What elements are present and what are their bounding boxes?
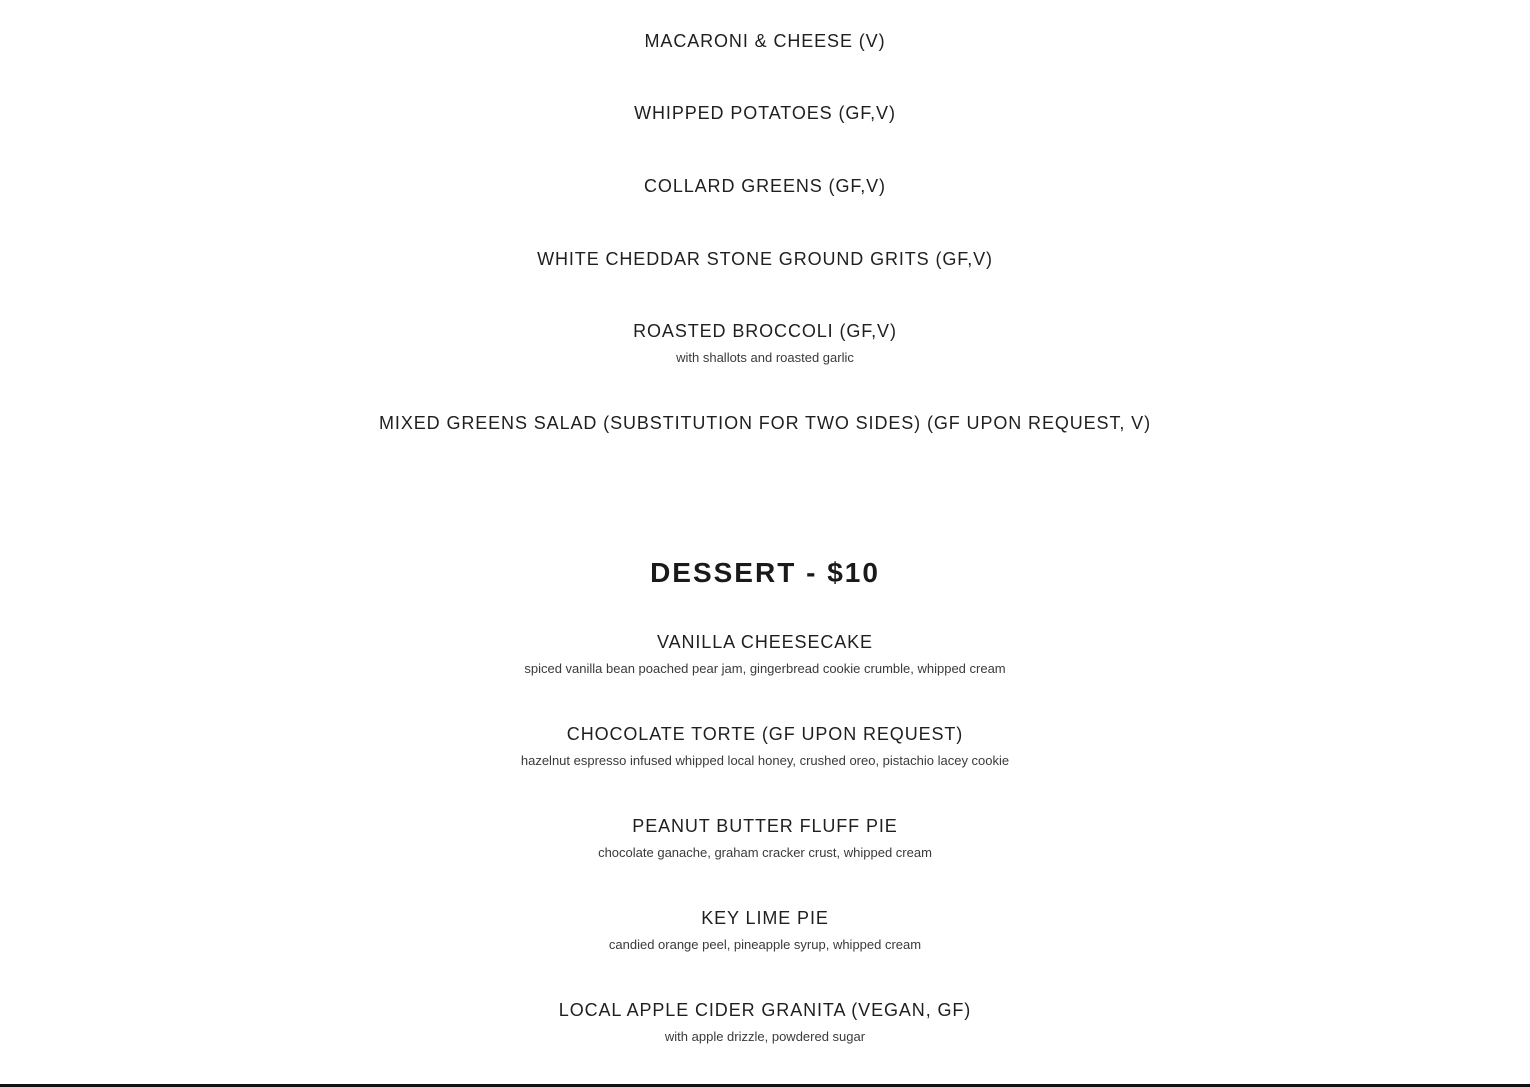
menu-item-vanilla-cheesecake (0, 631, 1530, 677)
menu-item-whipped-potatoes (0, 102, 1530, 124)
menu-item-macaroni (0, 30, 1530, 52)
menu-item-mixed-greens-salad (0, 412, 1530, 434)
menu-item-chocolate-torte (0, 723, 1530, 769)
menu-item-name: MIXED GREENS SALAD (SUBSTITUTION FOR TWO SIDES) (GF UPON REQUEST, V) (379, 413, 1151, 433)
menu-item-collard-greens (0, 175, 1530, 197)
menu-item-grits (0, 248, 1530, 270)
menu-item-roasted-broccoli (0, 320, 1530, 366)
menu-item-description: candied orange peel, pineapple syrup, whipped cream (608, 937, 922, 952)
menu-item-peanut-butter-pie (0, 815, 1530, 861)
menu-item-description: spiced vanilla bean poached pear jam, gingerbread cookie crumble, whipped cream (524, 661, 1006, 676)
menu-item-name: LOCAL APPLE CIDER GRANITA (VEGAN, GF) (558, 1000, 972, 1020)
menu-item-description: with apple drizzle, powdered sugar (664, 1029, 866, 1044)
menu-item-description: with shallots and roasted garlic (676, 350, 854, 365)
menu-item-name: PEANUT BUTTER FLUFF PIE (632, 816, 898, 836)
menu-item-name: CHOCOLATE TORTE (GF UPON REQUEST) (566, 724, 964, 744)
dessert-heading: DESSERT - $10 (650, 557, 880, 588)
menu-item-name: KEY LIME PIE (701, 908, 829, 928)
menu-item-name: MACARONI & CHEESE (V) (644, 31, 886, 51)
menu-item-description: hazelnut espresso infused whipped local honey, crushed oreo, pistachio lacey cookie (520, 753, 1010, 768)
menu-item-key-lime-pie (0, 907, 1530, 953)
menu-item-description: chocolate ganache, graham cracker crust, whipped cream (598, 845, 932, 860)
menu-item-name: WHIPPED POTATOES (GF,V) (634, 103, 896, 123)
menu-item-apple-cider-granita (0, 999, 1530, 1045)
menu-item-name: ROASTED BROCCOLI (GF,V) (633, 321, 897, 341)
menu-item-name: WHITE CHEDDAR STONE GROUND GRITS (GF,V) (537, 249, 993, 269)
menu-item-name: COLLARD GREENS (GF,V) (644, 176, 886, 196)
menu-item-name: VANILLA CHEESECAKE (657, 632, 873, 652)
